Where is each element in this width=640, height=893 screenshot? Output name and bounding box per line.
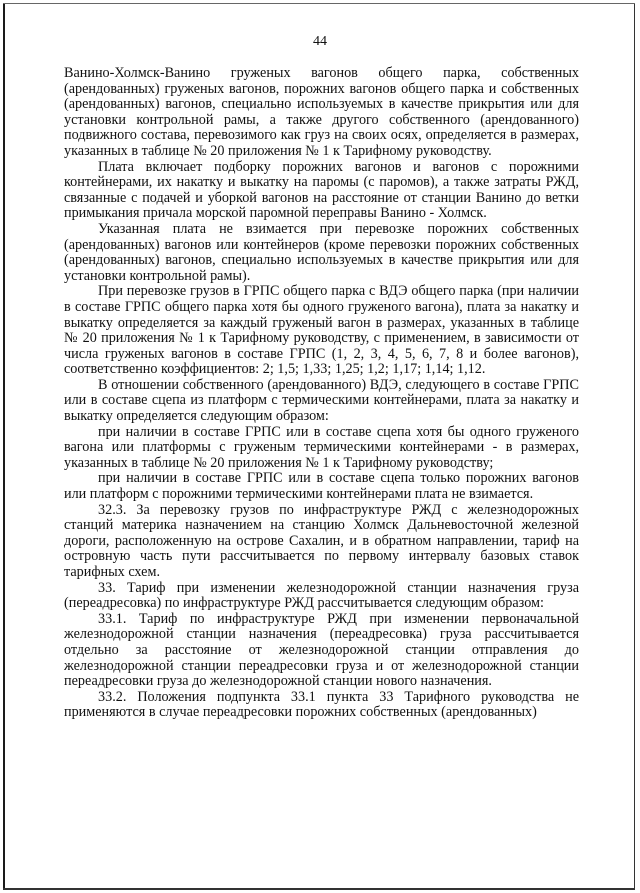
paragraph-grps-transport: При перевозке грузов в ГРПС общего парка с ВДЭ общего парка (при наличии в составе ГРПС общего парка хотя бы одного груженого вагона), плата за накатку и выкатку определяется за каждый груженый вагон в размерах, указанных в таблице № 20 приложения № 1 к Тарифному руководству, с применением, в зависимости от числа груженых вагонов в составе ГРПС (1, 2, 3, 4, 5, 6, 7, 8 и более вагонов), соответственно коэффициентов: 2; 1,5; 1,33; 1,25; 1,2; 1,17; 1,14; 1,12. (64, 283, 579, 378)
paragraph-fee-includes: Плата включает подборку порожних вагонов и вагонов с порожними контейнерами, их накатку и выкатку на паромы (с паромов), а также затраты РЖД, связанные с подачей и уборкой вагонов на расстояние от станции Ванино до ветки примыкания причала морской паромной переправы Ванино - Холмск. (64, 158, 579, 222)
paragraph-33-2: 33.2. Положения подпункта 33.1 пункта 33 Тарифного руководства не применяются в случае переадресовки порожних собственных (арендованных) (64, 688, 579, 721)
scan-border-right (634, 4, 635, 889)
paragraph-32-3: 32.3. За перевозку грузов по инфраструктуре РЖД с железнодорожных станций материка назначением на станцию Холмск Дальневосточной железной дороги, расположенную на острове Сахалин, и в обратном направлении, тариф на островную часть пути рассчитывается по первому интервалу базовых ставок тарифных схем. (64, 501, 579, 580)
page-number: 44 (313, 34, 327, 49)
paragraph-own-vde: В отношении собственного (арендованного) ВДЭ, следующего в составе ГРПС или в составе сцепа из платформ с термическими контейнерами, плата за накатку и выкатку определяется следующим образом: (64, 376, 579, 425)
paragraph-fee-not-charged: Указанная плата не взимается при перевозке порожних собственных (арендованных) вагонов или контейнеров (кроме перевозки порожних собственных (арендованных) вагонов, специально используемых в качестве прикрытия или для установки контрольной рамы). (64, 220, 579, 284)
paragraph-empty-case: при наличии в составе ГРПС или в составе сцепа только порожних вагонов или платформ с порожними термическими контейнерами плата не взимается. (64, 470, 579, 503)
paragraph-33-1: 33.1. Тариф по инфраструктуре РЖД при изменении первоначальной железнодорожной станции назначения (переадресовка) груза рассчитывается отдельно за расстояние от железнодорожной станции отправления до железнодорожной станции переадресовки груза и от железнодорожной станции переадресовки груза до железнодорожной станции нового назначения. (64, 610, 579, 690)
scan-border-left (3, 4, 5, 889)
paragraph-33: 33. Тариф при изменении железнодорожной станции назначения груза (переадресовка) по инфраструктуре РЖД рассчитывается следующим образом: (64, 579, 579, 612)
scan-border-bottom (3, 888, 635, 890)
paragraph-continuation: Ванино-Холмск-Ванино груженых вагонов общего парка, собственных (арендованных) груженых вагонов, порожних вагонов общего парка и собственных (арендованных) вагонов, специально используемых в качестве прикрытия или для установки контрольной рамы, а также другого собственного (арендованного) подвижного состава, перевозимого как груз на своих осях, определяется в размерах, указанных в таблице № 20 приложения № 1 к Тарифному руководству. (64, 65, 579, 159)
paragraph-loaded-case: при наличии в составе ГРПС или в составе сцепа хотя бы одного груженого вагона или платформы с груженым термическими контейнерами - в размерах, указанных в таблице № 20 приложения № 1 к Тарифному руководству; (64, 423, 579, 471)
document-body (64, 66, 579, 721)
scan-border-top (3, 3, 635, 4)
